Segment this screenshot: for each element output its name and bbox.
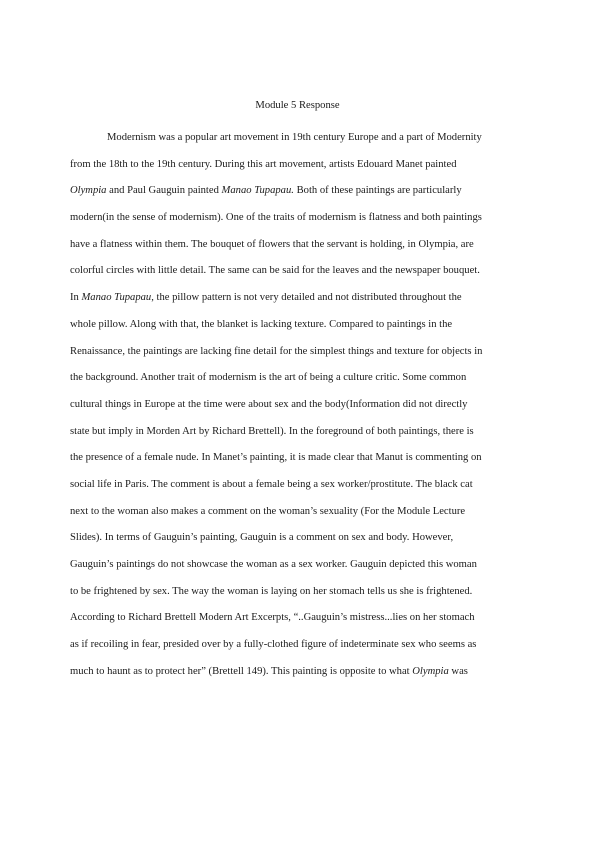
text-line <box>70 419 530 446</box>
text-line <box>70 605 530 632</box>
text-line <box>70 392 530 419</box>
text-line <box>70 232 530 259</box>
text-line <box>70 525 530 552</box>
text-segment: and Paul Gauguin painted <box>106 185 222 197</box>
text-line <box>70 205 530 232</box>
text-segment: colorful circles with little detail. The same can be said for the leaves and the newspaper bouquet. <box>70 265 480 277</box>
text-line <box>70 339 530 366</box>
italic-title-text: Olympia <box>412 665 449 677</box>
text-segment: In <box>70 292 82 304</box>
text-segment: from the 18th to the 19th century. During this art movement, artists Edouard Manet painted <box>70 158 457 170</box>
page-title: Module 5 Response <box>255 100 340 111</box>
text-segment: have a flatness within them. The bouquet of flowers that the servant is holding, in Olympia, are <box>70 238 474 250</box>
text-line <box>70 499 530 526</box>
text-segment: whole pillow. Along with that, the blanket is lacking texture. Compared to paintings in the <box>70 318 453 330</box>
text-segment: social life in Paris. The comment is about a female being a sex worker/prostitute. The black cat <box>70 478 473 490</box>
text-line <box>70 125 530 152</box>
text-line <box>70 445 530 472</box>
text-line <box>70 365 530 392</box>
text-segment: Modernism was a popular art movement in 19th century Europe and a part of Modernity <box>107 132 482 143</box>
text-line <box>70 258 530 285</box>
text-segment: Both of these paintings are particularly <box>293 185 462 197</box>
text-line <box>70 285 530 312</box>
text-segment: , the pillow pattern is not very detailed and not distributed throughout the <box>151 292 462 304</box>
text-line <box>70 152 530 179</box>
text-segment: Renaissance, the paintings are lacking fine detail for the simplest things and texture for objects in <box>70 345 483 357</box>
text-segment: cultural things in Europe at the time were about sex and the body(Information did not directly <box>70 398 468 410</box>
text-line <box>70 472 530 499</box>
text-line <box>70 552 530 579</box>
text-segment: Slides). In terms of Gauguin’s painting, Gauguin is a comment on sex and body. However, <box>70 532 454 544</box>
text-segment: modern(in the sense of modernism). One of the traits of modernism is flatness and both paintings <box>70 212 482 224</box>
text-segment: Gauguin’s paintings do not showcase the woman as a sex worker. Gauguin depicted this woman <box>70 559 477 570</box>
text-segment: much to haunt as to protect her” (Brettell 149). This painting is opposite to what <box>70 665 413 677</box>
text-line <box>70 178 530 205</box>
text-segment: the presence of a female nude. In Manet’s painting, it is made clear that Manut is commenting on <box>70 452 482 464</box>
text-segment: According to Richard Brettell Modern Art Excerpts, “..Gauguin’s mistress...lies on her stomach <box>70 612 475 624</box>
italic-title-text: Manao Tupapau <box>81 292 152 304</box>
text-line <box>70 579 530 606</box>
text-line <box>70 632 530 659</box>
text-segment: state but imply in Morden Art by Richard Brettell). In the foreground of both paintings, there is <box>70 425 474 437</box>
italic-title-text: Olympia <box>70 185 107 197</box>
essay-paragraph <box>70 125 530 685</box>
text-segment: was <box>448 665 468 677</box>
text-segment: the background. Another trait of modernism is the art of being a culture critic. Some common <box>70 372 467 384</box>
text-segment: to be frightened by sex. The way the woman is laying on her stomach tells us she is frightened. <box>70 585 473 597</box>
text-segment: next to the woman also makes a comment on the woman’s sexuality (For the Module Lecture <box>70 505 466 517</box>
text-line <box>70 659 530 686</box>
text-line <box>70 312 530 339</box>
italic-title-text: Manao Tupapau. <box>221 185 294 197</box>
text-segment: as if recoiling in fear, presided over by a fully-clothed figure of indeterminate sex who seems as <box>70 639 477 651</box>
